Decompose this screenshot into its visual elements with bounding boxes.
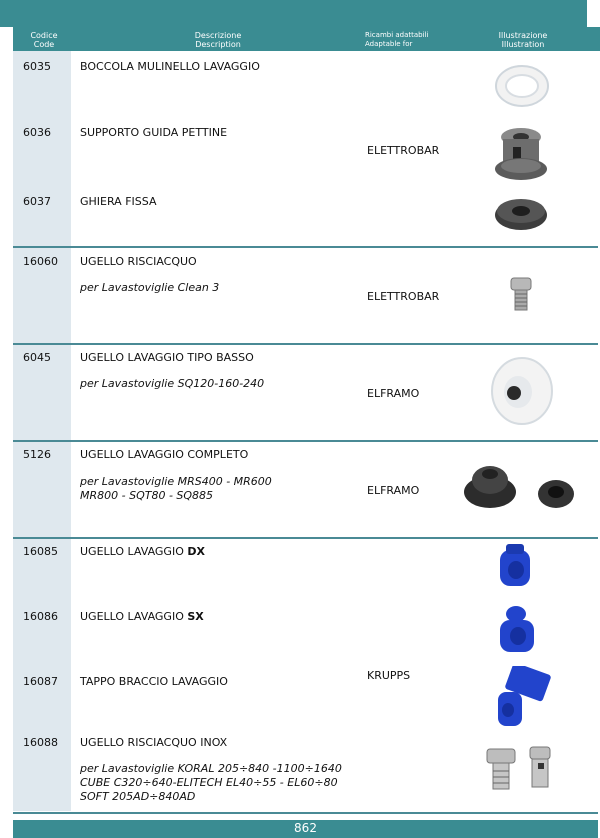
inox-nozzle-illustration bbox=[484, 747, 518, 793]
row-code: 16087 bbox=[23, 675, 58, 688]
rinse-nozzle-illustration bbox=[508, 276, 534, 314]
blue-nozzle-dx-illustration bbox=[496, 542, 536, 590]
row-code: 16086 bbox=[23, 610, 58, 623]
row-code: 6036 bbox=[23, 126, 51, 139]
row-code: 16060 bbox=[23, 255, 58, 268]
bushing-illustration bbox=[494, 63, 550, 109]
header-code-it: Codice bbox=[30, 31, 58, 40]
footer-separator bbox=[13, 812, 598, 814]
row-code: 16085 bbox=[23, 545, 58, 558]
row-subtitle: per Lavastoviglie MRS400 - MR600 bbox=[80, 475, 272, 488]
row-description: UGELLO LAVAGGIO COMPLETO bbox=[80, 448, 249, 461]
header-desc-it: Descrizione bbox=[194, 31, 242, 40]
row-code: 6037 bbox=[23, 195, 51, 208]
header-adapt-en: Adaptable for bbox=[365, 40, 413, 48]
row-code: 5126 bbox=[23, 448, 51, 461]
header-adapt-it: Ricambi adattabili bbox=[365, 31, 429, 39]
ring-nut-illustration bbox=[493, 193, 549, 233]
row-description: UGELLO RISCIACQUO bbox=[80, 255, 197, 268]
row-subtitle: per Lavastoviglie KORAL 205÷840 -1100÷1640 bbox=[80, 762, 342, 775]
row-description: BOCCOLA MULINELLO LAVAGGIO bbox=[80, 60, 260, 73]
row-subtitle: SOFT 205AD÷840AD bbox=[80, 790, 196, 803]
header-illus-en: Illustration bbox=[501, 40, 545, 49]
row-code: 16088 bbox=[23, 736, 58, 749]
row-description: TAPPO BRACCIO LAVAGGIO bbox=[80, 675, 228, 688]
row-description: GHIERA FISSA bbox=[80, 195, 157, 208]
wash-nozzle-cap-illustration bbox=[462, 462, 518, 512]
row-subtitle: per Lavastoviglie Clean 3 bbox=[80, 281, 220, 294]
row-subtitle: per Lavastoviglie SQ120-160-240 bbox=[80, 377, 265, 390]
row-subtitle: CUBE C320÷640-ELITECH EL40÷55 - EL60÷80 bbox=[80, 776, 338, 789]
row-description: SUPPORTO GUIDA PETTINE bbox=[80, 126, 228, 139]
inox-nozzle-side-illustration bbox=[526, 745, 554, 791]
row-description: UGELLO LAVAGGIO SX bbox=[80, 610, 204, 623]
page-number: 862 bbox=[13, 820, 598, 838]
header-desc-en: Description bbox=[195, 40, 241, 49]
blue-nozzle-sx-illustration bbox=[496, 604, 538, 658]
adaptable-brand: KRUPPS bbox=[367, 669, 411, 682]
wash-nozzle-base-illustration bbox=[536, 474, 576, 510]
row-description: UGELLO LAVAGGIO DX bbox=[80, 545, 205, 558]
adaptable-brand: ELFRAMO bbox=[367, 387, 420, 400]
adaptable-brand: ELFRAMO bbox=[367, 484, 420, 497]
row-subtitle: MR800 - SQT80 - SQ885 bbox=[80, 489, 214, 502]
header-code-en: Code bbox=[33, 40, 55, 49]
row-description: UGELLO RISCIACQUO INOX bbox=[80, 736, 228, 749]
row-code: 6035 bbox=[23, 60, 51, 73]
adaptable-brand: ELETTROBAR bbox=[367, 144, 440, 157]
adaptable-brand: ELETTROBAR bbox=[367, 290, 440, 303]
low-wash-nozzle-illustration bbox=[490, 356, 554, 426]
row-code: 6045 bbox=[23, 351, 51, 364]
row-description: UGELLO LAVAGGIO TIPO BASSO bbox=[80, 351, 254, 364]
comb-guide-support-illustration bbox=[493, 125, 549, 183]
header-illus-it: Illustrazione bbox=[498, 31, 548, 40]
wash-arm-cap-illustration bbox=[488, 666, 552, 730]
